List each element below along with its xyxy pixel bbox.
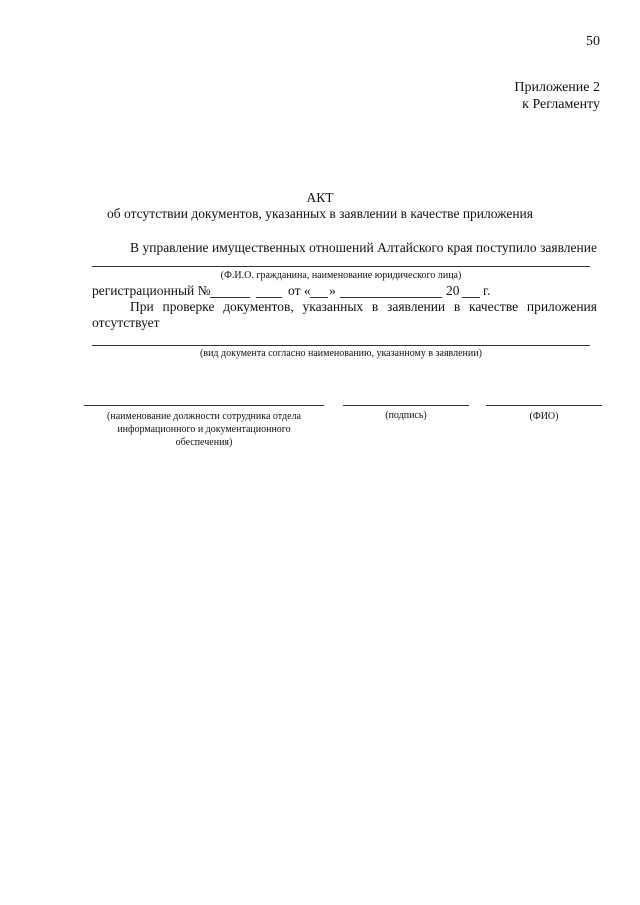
annex-line-1: Приложение 2 (514, 80, 600, 95)
word: поступило (475, 240, 537, 255)
word: указанных (302, 299, 364, 314)
caption-position-line: информационного и документационного (117, 424, 291, 435)
word: имущественных (212, 240, 306, 255)
reg-year: 20 (446, 283, 460, 298)
caption-fio: (Ф.И.О. гражданина, наименование юридического лица) (220, 270, 462, 281)
position-blank-line[interactable] (84, 405, 324, 406)
signature-blank-line[interactable] (343, 405, 469, 406)
document-blank-line[interactable] (92, 345, 590, 346)
act-title: АКТ (306, 190, 334, 205)
page-number: 50 (586, 34, 600, 49)
word: приложения (526, 299, 597, 314)
caption-signature: (подпись) (385, 410, 427, 421)
reg-number-blank-1[interactable] (210, 297, 250, 298)
fio-blank-line[interactable] (92, 266, 590, 267)
paragraph-absent: отсутствует (92, 315, 160, 330)
reg-month-blank[interactable] (340, 297, 442, 298)
annex-heading (514, 79, 600, 113)
paragraph-documents-check (130, 299, 597, 315)
paragraph-application-received (130, 240, 597, 256)
reg-year-suffix: г. (483, 283, 491, 298)
reg-number-blank-2[interactable] (256, 297, 282, 298)
reg-quote-close: » (329, 283, 336, 298)
caption-document: (вид документа согласно наименованию, указанному в заявлении) (200, 348, 482, 359)
annex-line-2: к Регламенту (522, 97, 600, 112)
caption-position (84, 410, 324, 449)
fio-signature-blank-line[interactable] (486, 405, 602, 406)
reg-from: от « (288, 283, 311, 298)
word: Алтайского (377, 240, 444, 255)
reg-label: регистрационный № (92, 283, 211, 298)
caption-position-line: обеспечения) (175, 437, 233, 448)
word: в (453, 299, 461, 314)
caption-position-line: (наименование должности сотрудника отдела (107, 411, 301, 422)
reg-year-blank[interactable] (462, 297, 480, 298)
reg-day-blank[interactable] (310, 297, 328, 298)
word: края (446, 240, 473, 255)
word: качестве (469, 299, 519, 314)
word: управление (142, 240, 209, 255)
word: отношений (309, 240, 374, 255)
word: документов, (223, 299, 294, 314)
word: заявлении (387, 299, 446, 314)
word: В (130, 240, 140, 255)
caption-fio-signature: (ФИО) (529, 411, 559, 422)
word: При (130, 299, 154, 314)
word: в (371, 299, 379, 314)
word: проверке (162, 299, 215, 314)
word: заявление (540, 240, 597, 255)
act-subtitle: об отсутствии документов, указанных в заявлении в качестве приложения (107, 206, 533, 221)
